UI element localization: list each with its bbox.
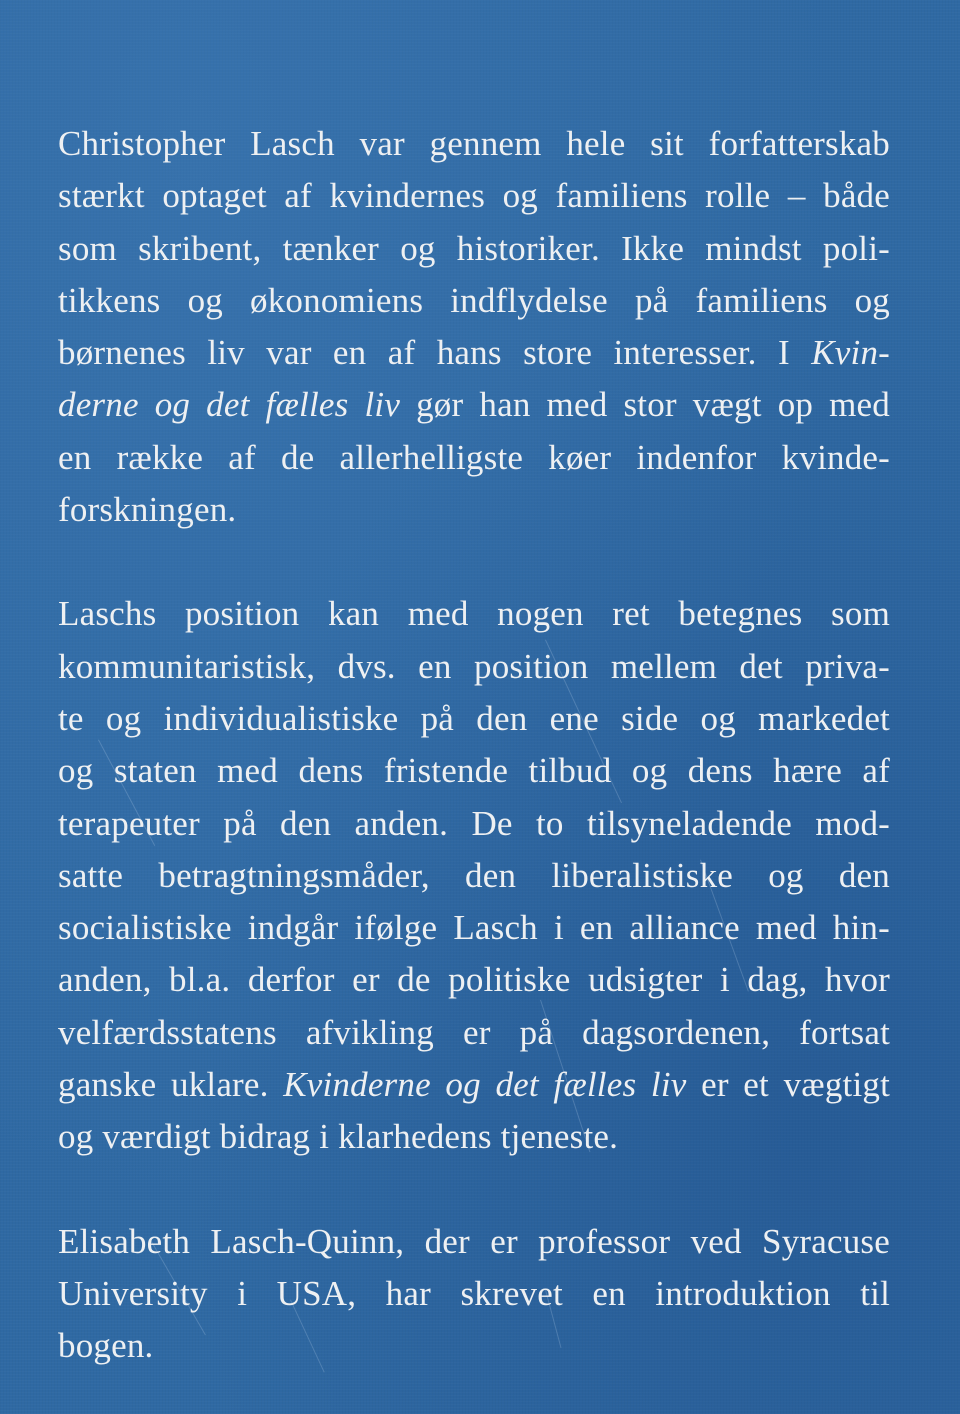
text-line: velfærdsstatens afvikling er på dagsordenen, fortsat [58,1012,890,1052]
paragraph-position [58,588,890,1163]
book-title-italic: Kvin- [811,333,890,373]
text-line: og værdigt bidrag i klarhedens tjeneste. [58,1117,619,1157]
text-line: en række af de allerhelligste køer indenfor kvinde- [58,437,890,477]
text-line: og staten med dens fristende tilbud og dens hære af [58,751,890,791]
text-line: socialistiske indgår ifølge Lasch i en alliance med hin- [58,908,890,948]
book-title-italic: Kvinderne og det fælles liv [283,1065,687,1105]
paragraph-gap [58,1164,890,1216]
paragraph-introduction-credit [58,1216,890,1373]
paragraph-intro [58,118,890,536]
text-line: forskningen. [58,490,237,530]
text-line: Christopher Lasch var gennem hele sit forfatterskab [58,124,890,163]
text-line: bogen. [58,1326,154,1366]
book-title-italic: derne og det fælles liv [58,385,401,425]
text-line: stærkt optaget af kvindernes og familiens rolle – både [58,176,890,216]
text-line: University i USA, har skrevet en introduktion til [58,1273,890,1313]
text-line: ganske uklare. Kvinderne og det fælles liv er et vægtigt [58,1065,890,1105]
text-line: Elisabeth Lasch-Quinn, der er professor ved Syracuse [58,1221,890,1261]
text-line: børnenes liv var en af hans store interesser. I Kvin- [58,333,890,373]
text-line: derne og det fælles liv gør han med stor vægt op med [58,385,890,425]
blurb-text [58,118,890,1373]
text-line: Laschs position kan med nogen ret betegnes som [58,594,890,634]
text-line: anden, bl.a. derfor er de politiske udsigter i dag, hvor [58,960,890,1000]
text-line: tikkens og økonomiens indflydelse på familiens og [58,280,890,320]
text-line: kommunitaristisk, dvs. en position mellem det priva- [58,646,890,686]
paragraph-gap [58,536,890,588]
text-line: terapeuter på den anden. De to tilsyneladende mod- [58,803,890,843]
text-line: som skribent, tænker og historiker. Ikke mindst poli- [58,228,890,268]
text-line: te og individualistiske på den ene side og markedet [58,698,890,738]
text-line: satte betragtningsmåder, den liberalistiske og den [58,855,890,895]
